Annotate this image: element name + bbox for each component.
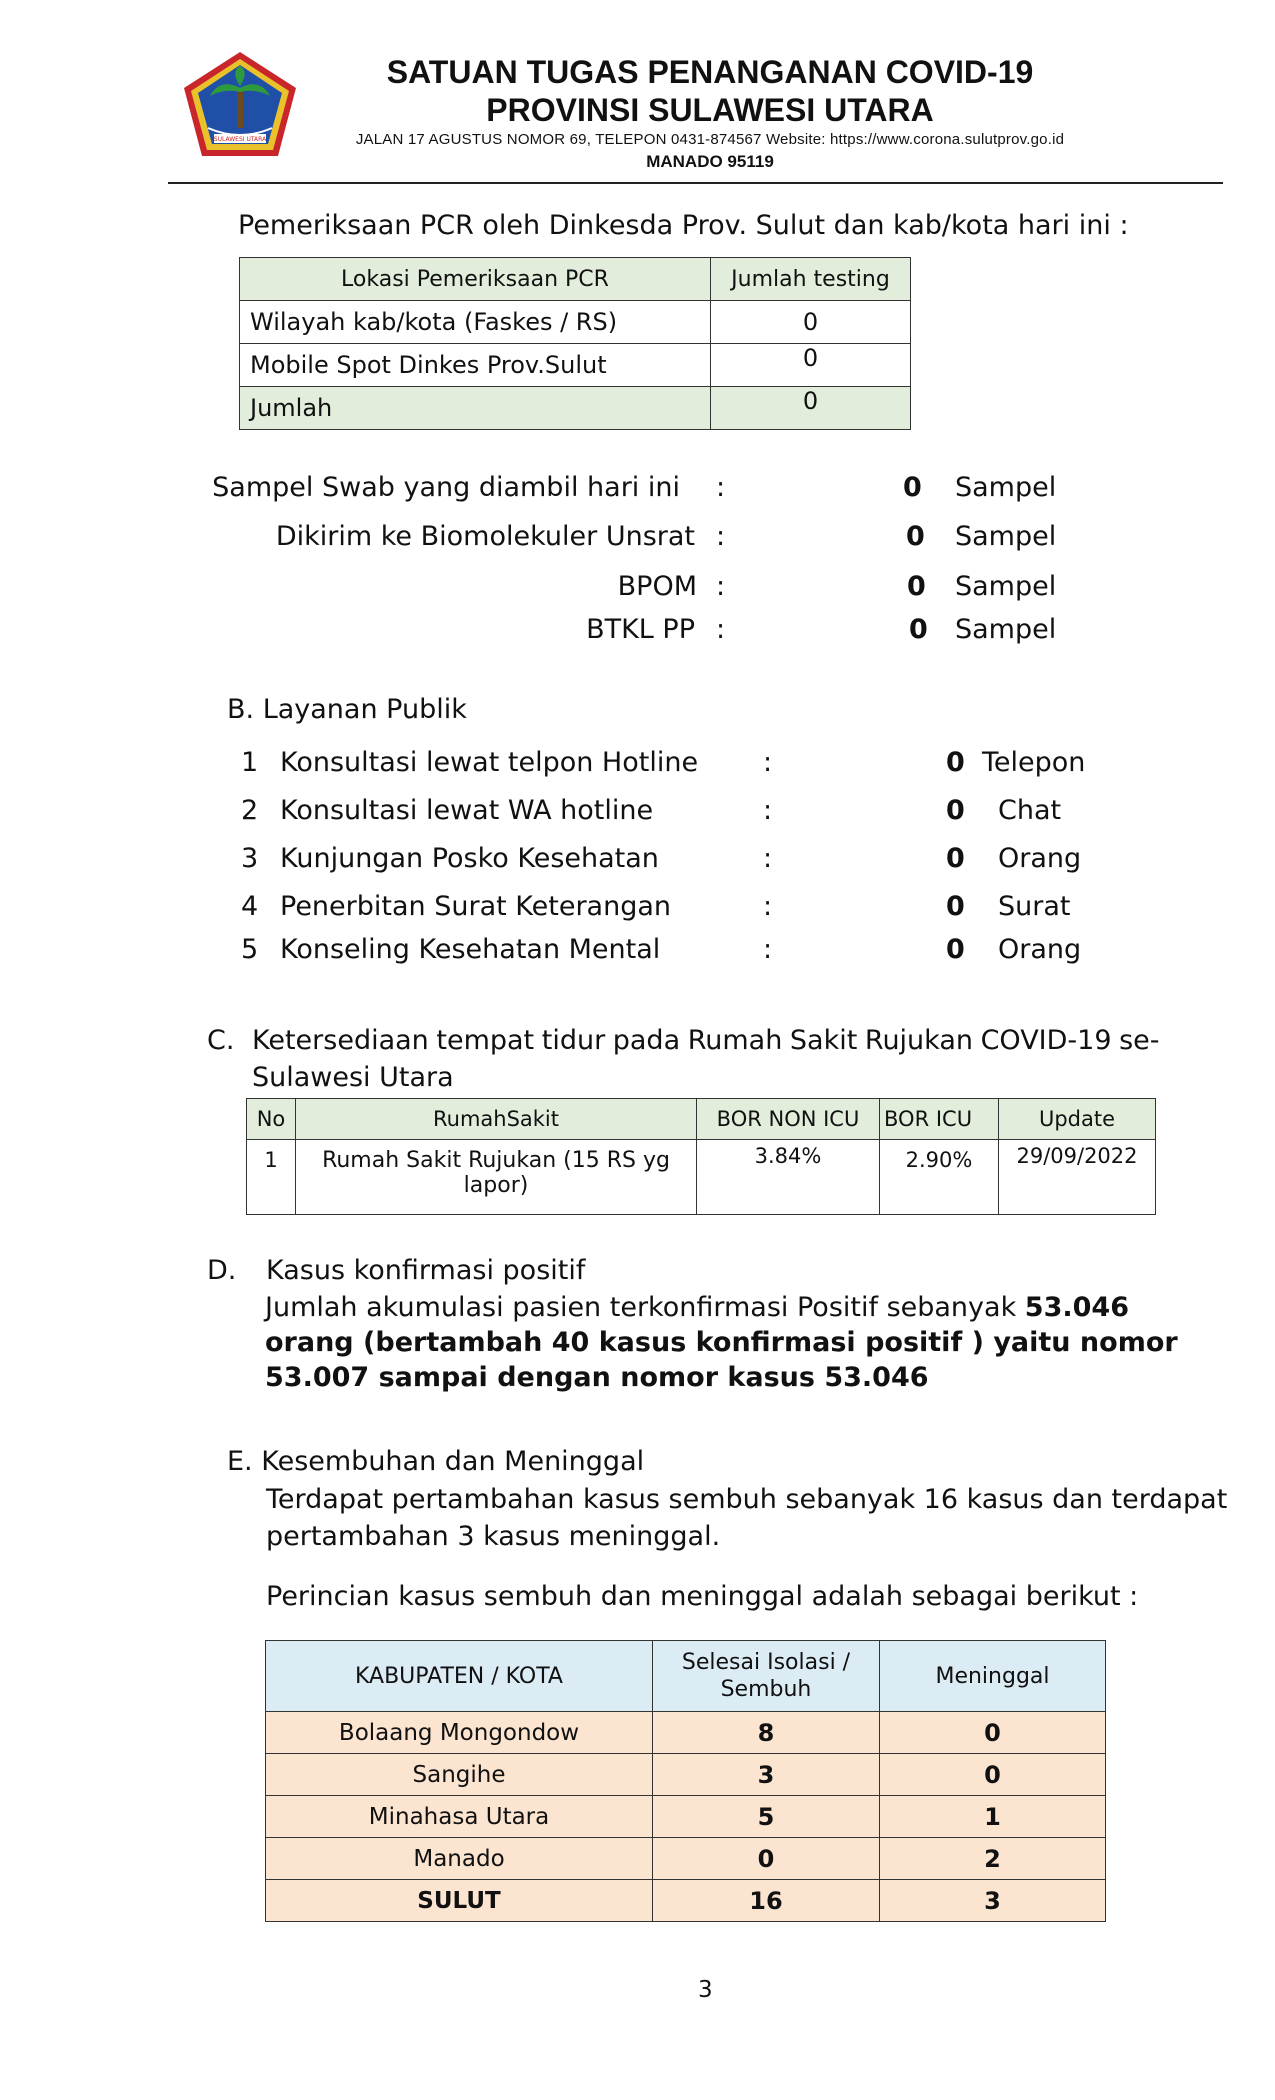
pcr-row-label: Wilayah kab/kota (Faskes / RS): [240, 301, 711, 344]
bor-cell-update: 29/09/2022: [999, 1140, 1156, 1215]
pcr-header-location: Lokasi Pemeriksaan PCR: [240, 258, 711, 301]
section-e-para2: Perincian kasus sembuh dan meninggal adalah sebagai berikut :: [266, 1581, 1139, 1612]
letterhead-title-line2: PROVINSI SULAWESI UTARA: [486, 92, 934, 128]
sample-label: Dikirim ke Biomolekuler Unsrat: [275, 521, 695, 552]
service-value: 0: [946, 795, 965, 826]
sample-value: 0: [907, 571, 926, 602]
sample-unit: Sampel: [955, 614, 1057, 645]
bor-header-hospital: RumahSakit: [296, 1099, 697, 1140]
sample-colon: :: [716, 571, 726, 602]
rec-total-region: SULUT: [266, 1880, 653, 1922]
pcr-row-value: 0: [711, 344, 911, 387]
service-value: 0: [946, 934, 965, 965]
sample-unit: Sampel: [955, 521, 1057, 552]
pcr-row-value: 0: [711, 301, 911, 344]
rec-cell-region: Sangihe: [266, 1754, 653, 1796]
service-unit: Orang: [998, 934, 1082, 965]
sample-colon: :: [716, 472, 726, 503]
service-colon: :: [763, 934, 773, 965]
service-unit: Telepon: [982, 747, 1086, 778]
section-d-line3: 53.007 sampai dengan nomor kasus 53.046: [265, 1362, 929, 1393]
service-colon: :: [763, 747, 773, 778]
sample-unit: Sampel: [955, 472, 1057, 503]
section-d-line2: orang (bertambah 40 kasus konfirmasi positif ) yaitu nomor: [265, 1327, 1178, 1358]
sample-value: 0: [909, 614, 928, 645]
bor-cell-non-icu: 3.84%: [697, 1140, 880, 1215]
rec-cell-recovered: 5: [653, 1796, 880, 1838]
section-d-total-cases: 53.046: [1024, 1292, 1129, 1323]
letterhead-city: MANADO 95119: [646, 152, 774, 171]
rec-cell-region: Manado: [266, 1838, 653, 1880]
service-colon: :: [763, 795, 773, 826]
table-row: [266, 1796, 1106, 1838]
sample-colon: :: [716, 614, 726, 645]
rec-header-recovered-line2: Sembuh: [720, 1677, 812, 1702]
table-row: [266, 1712, 1106, 1754]
section-c-heading: Ketersediaan tempat tidur pada Rumah Sakit Rujukan COVID-19 se-: [252, 1025, 1160, 1056]
section-e-para1-line2: pertambahan 3 kasus meninggal.: [266, 1521, 721, 1552]
service-label: Konsultasi lewat WA hotline: [280, 795, 654, 826]
bor-header-update: Update: [999, 1099, 1156, 1140]
section-d-heading: Kasus konfirmasi positif: [266, 1255, 586, 1286]
service-number: 4: [241, 891, 259, 922]
letterhead-address: JALAN 17 AGUSTUS NOMOR 69, TELEPON 0431-874567 Website: https://www.corona.sulutprov.go.id: [355, 131, 1065, 148]
rec-cell-recovered: 0: [653, 1838, 880, 1880]
section-e-heading: E. Kesembuhan dan Meninggal: [227, 1446, 645, 1477]
section-e-para1-line1: Terdapat pertambahan kasus sembuh sebanyak 16 kasus dan terdapat: [266, 1484, 1228, 1515]
section-d-line1-text: Jumlah akumulasi pasien terkonfirmasi Positif sebanyak: [265, 1292, 1025, 1323]
rec-cell-region: Minahasa Utara: [266, 1796, 653, 1838]
rec-cell-deaths: 0: [880, 1712, 1106, 1754]
rec-cell-region: Bolaang Mongondow: [266, 1712, 653, 1754]
pcr-intro: Pemeriksaan PCR oleh Dinkesda Prov. Sulut dan kab/kota hari ini :: [238, 210, 1129, 241]
section-c-heading-cont: Sulawesi Utara: [252, 1062, 454, 1093]
sample-label: BTKL PP: [586, 614, 695, 645]
service-unit: Chat: [998, 795, 1062, 826]
table-row: [240, 387, 911, 430]
service-number: 5: [241, 934, 259, 965]
service-colon: :: [763, 843, 773, 874]
page-number: 3: [698, 1977, 713, 2003]
table-row: [266, 1838, 1106, 1880]
rec-cell-recovered: 3: [653, 1754, 880, 1796]
rec-header-recovered-line1: Selesai Isolasi /: [681, 1650, 851, 1675]
letterhead-title-line1: SATUAN TUGAS PENANGANAN COVID-19: [386, 54, 1034, 90]
service-unit: Surat: [998, 891, 1071, 922]
table-row: [240, 344, 911, 387]
service-label: Kunjungan Posko Kesehatan: [280, 843, 659, 874]
rec-total-deaths: 3: [880, 1880, 1106, 1922]
sample-label: BPOM: [617, 571, 697, 602]
section-b-heading: B. Layanan Publik: [227, 694, 467, 725]
service-value: 0: [946, 747, 965, 778]
rec-header-region: KABUPATEN / KOTA: [266, 1641, 653, 1712]
rec-cell-deaths: 1: [880, 1796, 1106, 1838]
sample-label: Sampel Swab yang diambil hari ini: [212, 472, 680, 503]
section-c-letter: C.: [207, 1025, 235, 1056]
recovery-table: [265, 1640, 1106, 1922]
sample-value: 0: [903, 472, 922, 503]
service-colon: :: [763, 891, 773, 922]
bor-header-non-icu: BOR NON ICU: [697, 1099, 880, 1140]
bor-header-no: No: [247, 1099, 296, 1140]
service-label: Penerbitan Surat Keterangan: [280, 891, 672, 922]
table-row: [247, 1140, 1156, 1215]
rec-cell-recovered: 8: [653, 1712, 880, 1754]
bor-cell-icu: 2.90%: [880, 1140, 999, 1215]
pcr-table: [239, 257, 911, 430]
sample-value: 0: [906, 521, 925, 552]
sample-unit: Sampel: [955, 571, 1057, 602]
svg-text:SULAWESI UTARA: SULAWESI UTARA: [213, 136, 267, 143]
rec-total-recovered: 16: [653, 1880, 880, 1922]
rec-header-deaths: Meninggal: [880, 1641, 1106, 1712]
table-row-total: [266, 1880, 1106, 1922]
service-unit: Orang: [998, 843, 1082, 874]
pcr-row-label: Jumlah: [240, 387, 711, 430]
bor-cell-hospital: Rumah Sakit Rujukan (15 RS yg lapor): [296, 1140, 697, 1215]
service-number: 1: [241, 747, 259, 778]
bor-header-icu: BOR ICU: [880, 1099, 999, 1140]
service-label: Konseling Kesehatan Mental: [280, 934, 661, 965]
service-number: 3: [241, 843, 259, 874]
letterhead-divider: [168, 182, 1223, 184]
pcr-header-count: Jumlah testing: [711, 258, 911, 301]
section-d-letter: D.: [207, 1255, 237, 1286]
section-d-line1: [265, 1292, 1129, 1323]
sample-colon: :: [716, 521, 726, 552]
province-logo: [180, 50, 300, 162]
service-value: 0: [946, 843, 965, 874]
pcr-row-value: 0: [711, 387, 911, 430]
service-value: 0: [946, 891, 965, 922]
table-row: [240, 301, 911, 344]
rec-cell-deaths: 2: [880, 1838, 1106, 1880]
bor-cell-no: 1: [247, 1140, 296, 1215]
rec-cell-deaths: 0: [880, 1754, 1106, 1796]
service-number: 2: [241, 795, 259, 826]
table-row: [266, 1754, 1106, 1796]
rec-header-recovered: [653, 1641, 880, 1712]
pcr-row-label: Mobile Spot Dinkes Prov.Sulut: [240, 344, 711, 387]
bor-table: [246, 1098, 1156, 1215]
service-label: Konsultasi lewat telpon Hotline: [280, 747, 699, 778]
